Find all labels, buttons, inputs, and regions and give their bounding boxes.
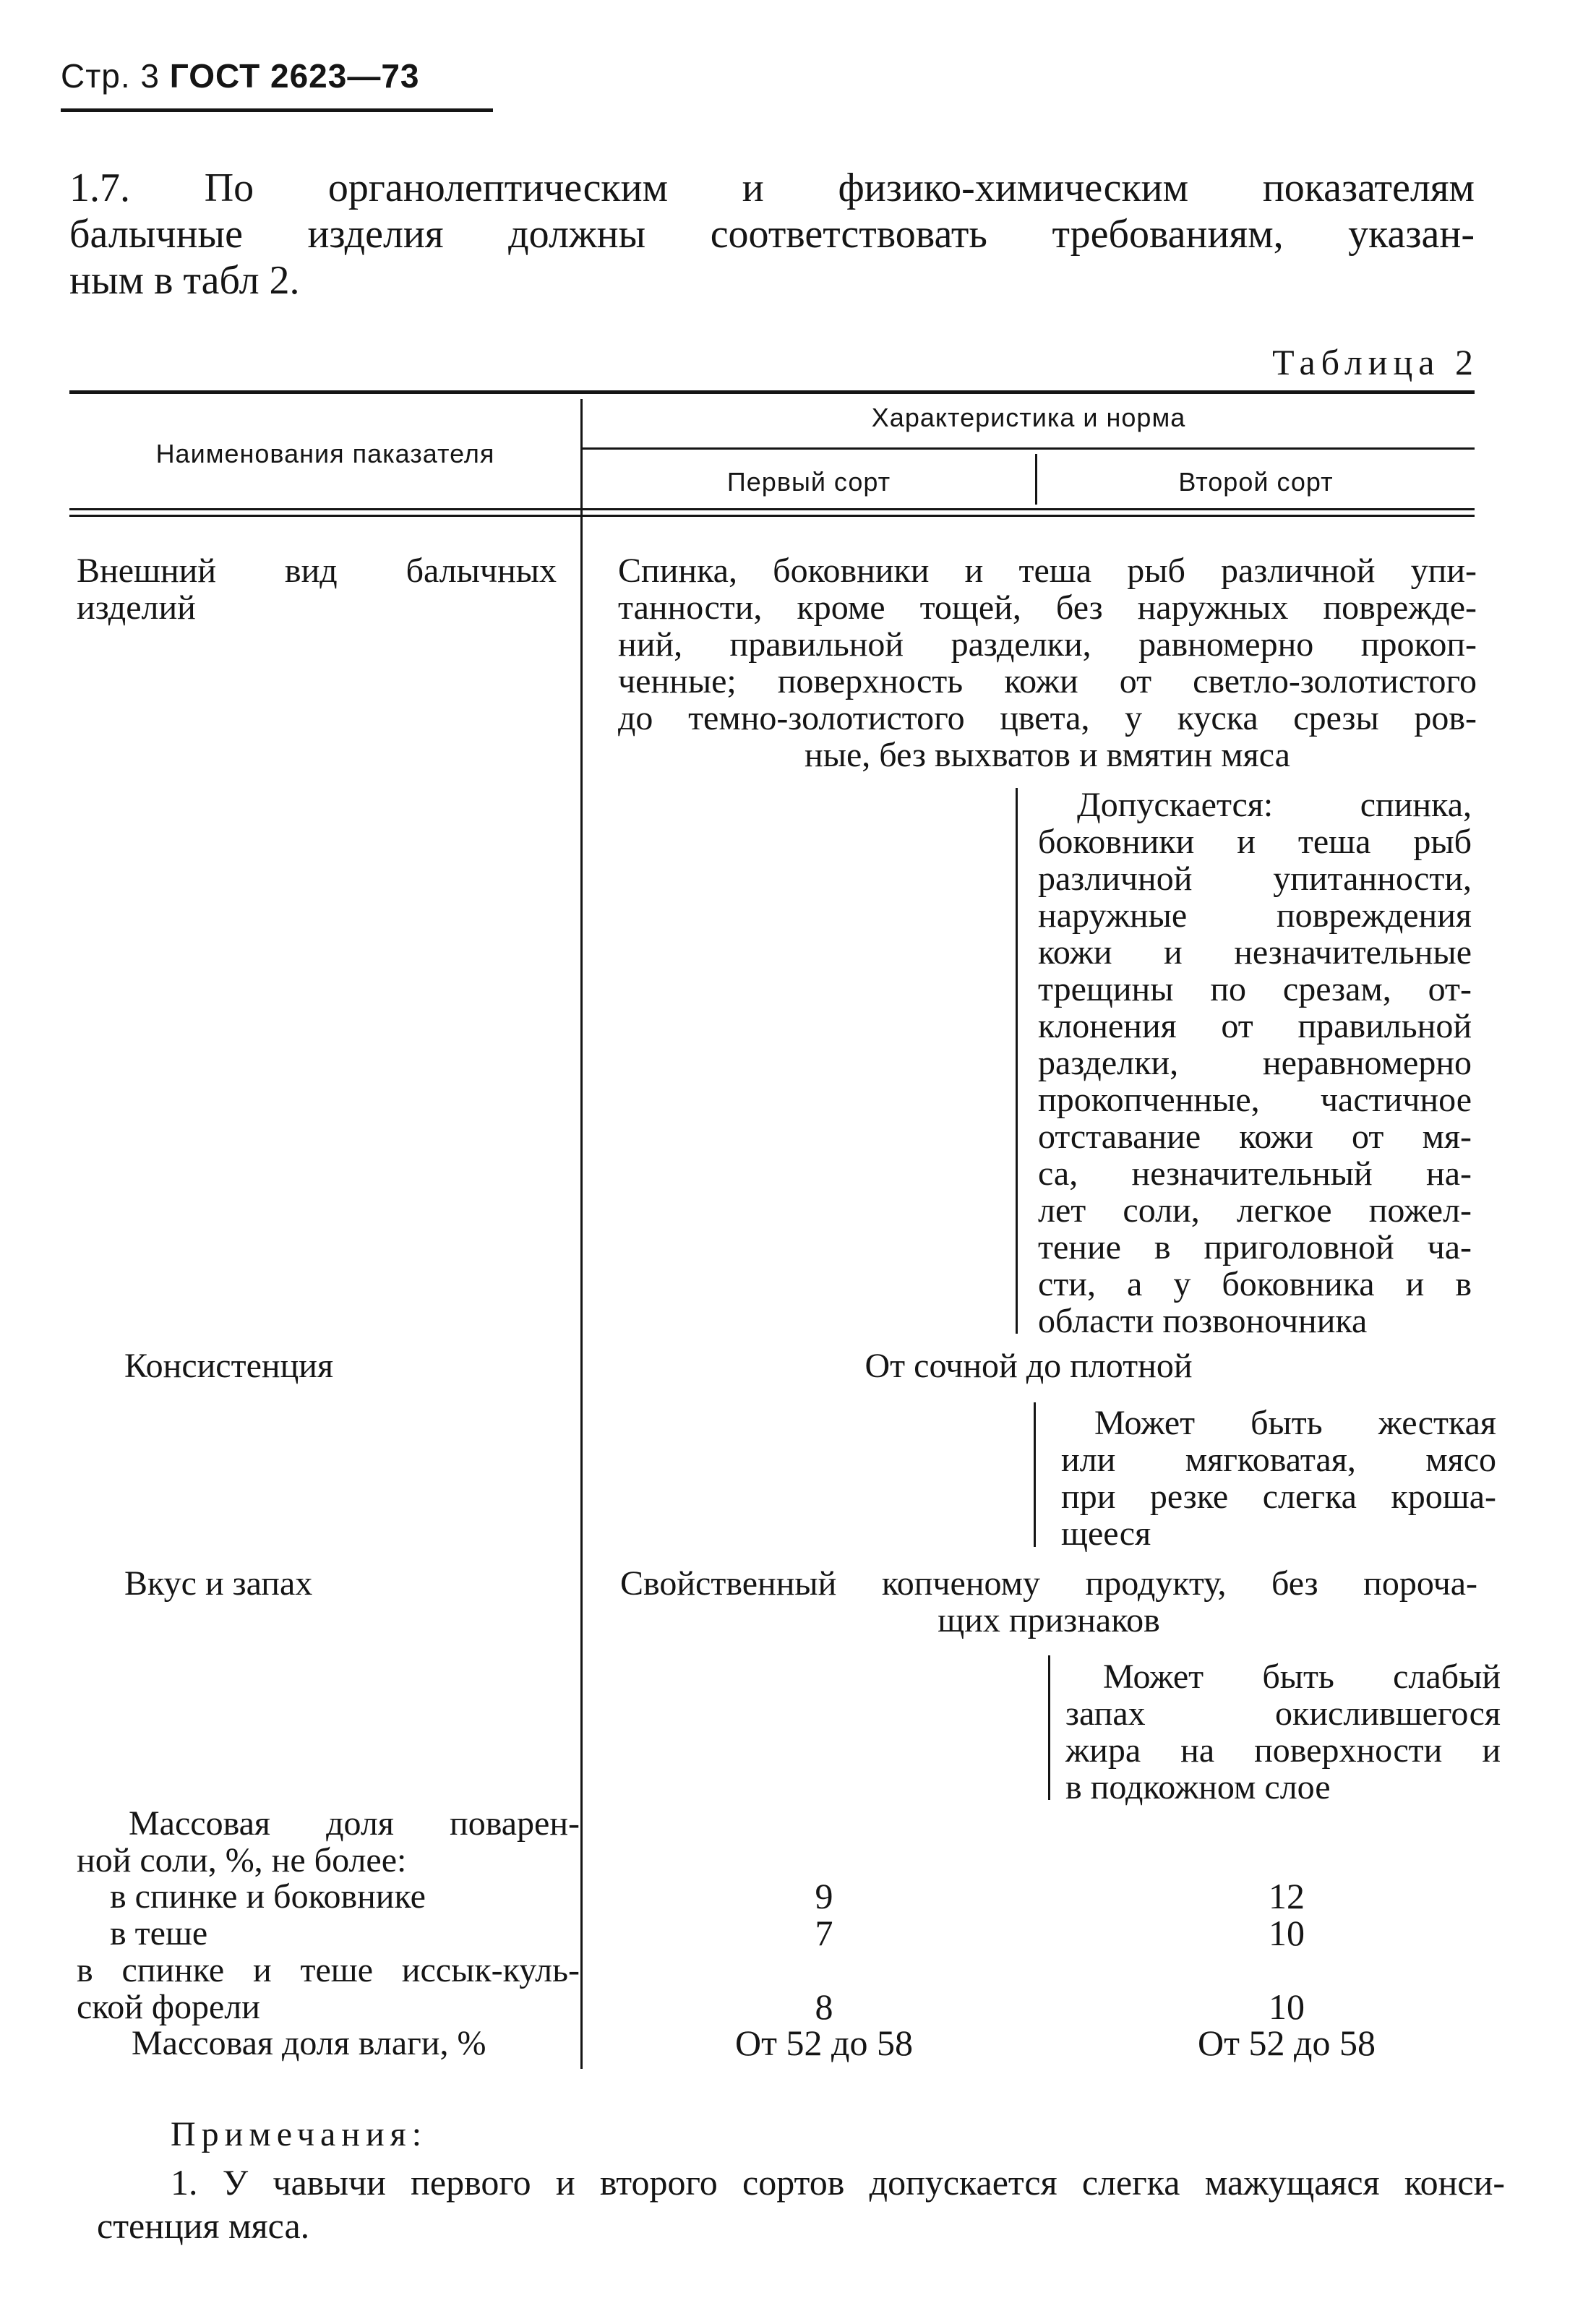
salt-row-label: в теше bbox=[110, 1914, 208, 1952]
table-caption: Таблица 2 bbox=[1272, 342, 1479, 382]
consistency-common-value: От сочной до плотной bbox=[864, 1347, 1193, 1385]
value-line: области позвоночника bbox=[1038, 1302, 1368, 1340]
value-line: тение в приголовной ча- bbox=[1038, 1228, 1472, 1266]
salt-row-second: 10 bbox=[1269, 1913, 1305, 1953]
moisture-label: Массовая доля влаги, % bbox=[132, 2024, 486, 2062]
value-line: наружные повреждения bbox=[1038, 896, 1472, 935]
taste-common-value bbox=[620, 1565, 1477, 1639]
table-top-rule bbox=[69, 390, 1475, 394]
value-line: лет соли, легкое пожел- bbox=[1038, 1191, 1472, 1230]
value-line: Спинка, боковники и теша рыб различной упи- bbox=[618, 552, 1477, 590]
intro-paragraph bbox=[69, 165, 1475, 304]
column-header-first-sort: Первый сорт bbox=[726, 467, 891, 497]
column-header-characteristic: Характеристика и норма bbox=[871, 403, 1186, 432]
note-line: 1. У чавычи первого и второго сортов допускается слегка мажущаяся конси- bbox=[171, 2162, 1505, 2203]
value-line: запах окислившегося bbox=[1065, 1694, 1501, 1733]
column-header-second-sort: Второй сорт bbox=[1178, 467, 1334, 497]
salt-row-second: 12 bbox=[1269, 1876, 1305, 1916]
column-header-name: Наименования паказателя bbox=[155, 439, 495, 468]
label-line: в спинке и теше иссык-куль- bbox=[77, 1951, 580, 1989]
value-line: танности, кроме тощей, без наружных поврежде- bbox=[618, 588, 1477, 627]
label-line: ской форели bbox=[77, 1988, 260, 2026]
value-line: трещины по срезам, от- bbox=[1038, 970, 1472, 1008]
salt-row-first: 9 bbox=[815, 1876, 833, 1916]
moisture-second: От 52 до 58 bbox=[1198, 2023, 1376, 2063]
appearance-common-value bbox=[618, 552, 1477, 773]
value-line: до темно-золотистого цвета, у куска срезы ров- bbox=[618, 699, 1477, 737]
value-line: Свойственный копченому продукту, без пороча- bbox=[620, 1564, 1477, 1603]
value-line: различной упитанности, bbox=[1038, 859, 1472, 898]
column-divider-sort-taste bbox=[1048, 1655, 1050, 1800]
salt-label bbox=[77, 1805, 580, 1879]
value-line: ные, без выхватов и вмятин мяса bbox=[805, 736, 1290, 774]
value-line: в подкожном слое bbox=[1065, 1768, 1331, 1806]
label-line: ной соли, %, не более: bbox=[77, 1841, 407, 1879]
consistency-label: Консистенция bbox=[124, 1347, 334, 1385]
value-line: кожи и незначительные bbox=[1038, 933, 1472, 972]
label-line: изделий bbox=[77, 588, 196, 627]
column-divider-sort-appearance bbox=[1016, 788, 1018, 1334]
paragraph-line: балычные изделия должны соответствовать требованиям, указан- bbox=[69, 212, 1475, 257]
paragraph-line: ным в табл 2. bbox=[69, 258, 300, 303]
value-line: клонения от правильной bbox=[1038, 1007, 1472, 1045]
header-rule bbox=[61, 108, 493, 112]
notes-title: Примечания: bbox=[171, 2115, 428, 2153]
note-1-continuation: стенция мяса. bbox=[97, 2205, 310, 2246]
value-line: сти, а у боковника и в bbox=[1038, 1265, 1472, 1303]
value-line: жира на поверхности и bbox=[1065, 1731, 1501, 1770]
taste-second-sort-value bbox=[1065, 1658, 1501, 1806]
value-line: Может быть слабый bbox=[1103, 1658, 1501, 1696]
page-number: Стр. 3 bbox=[61, 57, 160, 95]
label-line: Массовая доля поварен- bbox=[129, 1804, 580, 1843]
table-header-bottom-rule-2 bbox=[69, 515, 1475, 517]
value-line: Может быть жесткая bbox=[1094, 1404, 1496, 1442]
value-line: Допускается: спинка, bbox=[1077, 786, 1472, 824]
value-line: или мягковатая, мясо bbox=[1061, 1441, 1496, 1479]
value-line: при резке слегка кроша- bbox=[1061, 1478, 1496, 1516]
value-line: отставание кожи от мя- bbox=[1038, 1118, 1472, 1156]
value-line: разделки, неравномерно bbox=[1038, 1044, 1472, 1082]
salt-row-first: 7 bbox=[815, 1913, 833, 1953]
salt-row-first: 8 bbox=[815, 1986, 833, 2027]
moisture-first: От 52 до 58 bbox=[735, 2023, 913, 2063]
table-header-divider bbox=[583, 447, 1475, 450]
appearance-second-sort-value bbox=[1038, 786, 1472, 1339]
consistency-second-sort-value bbox=[1061, 1405, 1496, 1552]
value-line: ний, правильной разделки, равномерно прокоп- bbox=[618, 625, 1477, 664]
standard-number: ГОСТ 2623—73 bbox=[169, 57, 420, 95]
value-line: боковники и теша рыб bbox=[1038, 823, 1472, 861]
table-header-bottom-rule bbox=[69, 508, 1475, 510]
salt-row-label bbox=[77, 1952, 580, 2025]
label-line: Внешний вид балычных bbox=[77, 552, 557, 590]
value-line: щих признаков bbox=[938, 1601, 1160, 1639]
appearance-label bbox=[77, 552, 557, 626]
value-line: щееся bbox=[1061, 1514, 1151, 1553]
salt-row-label: в спинке и боковнике bbox=[110, 1877, 426, 1916]
value-line: ченные; поверхность кожи от светло-золотистого bbox=[618, 662, 1477, 700]
column-divider-name bbox=[580, 399, 583, 2069]
page-header bbox=[61, 56, 420, 95]
value-line: са, незначительный на- bbox=[1038, 1154, 1472, 1193]
taste-label: Вкус и запах bbox=[124, 1564, 313, 1603]
paragraph-line: 1.7. По органолептическим и физико-химическим показателям bbox=[69, 166, 1475, 210]
note-1 bbox=[171, 2160, 1505, 2205]
value-line: прокопченные, частичное bbox=[1038, 1081, 1472, 1119]
salt-row-second: 10 bbox=[1269, 1986, 1305, 2027]
column-divider-sort-consistency bbox=[1034, 1402, 1036, 1547]
